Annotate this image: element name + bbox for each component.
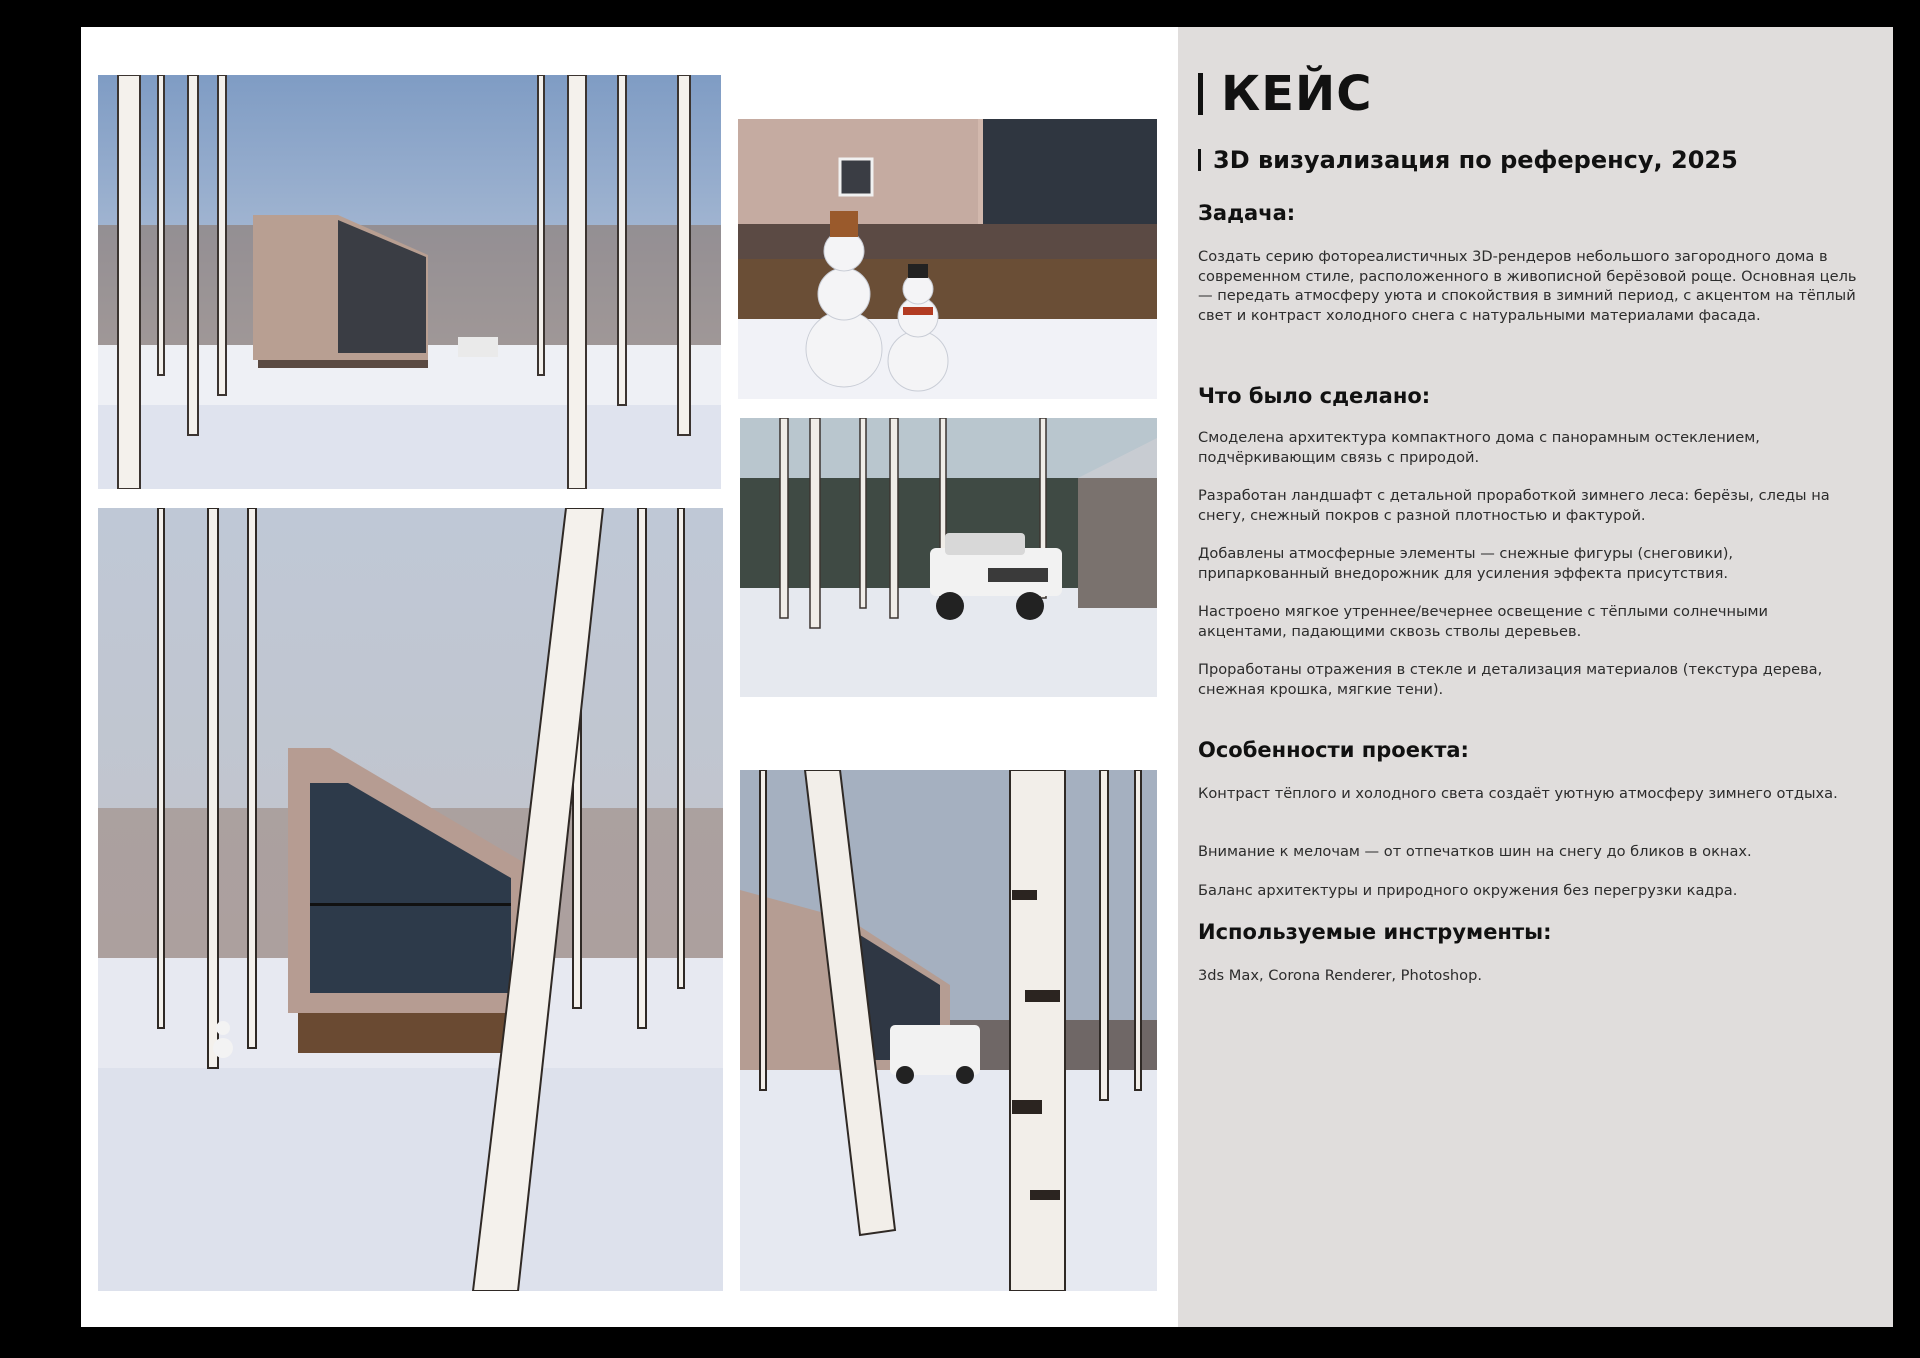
- done-item-3: Добавлены атмосферные элементы — снежные фигуры (снеговики), припаркованный внедорожник для усиления эффекта присутствия.: [1198, 545, 1734, 582]
- page-title: [1198, 66, 1372, 122]
- subtitle-bar: [1198, 149, 1201, 171]
- task-heading: Задача:: [1198, 201, 1296, 225]
- render-house-wide: [98, 75, 721, 489]
- feature-item-1: Контраст тёплого и холодного света создаёт уютную атмосферу зимнего отдыха.: [1198, 785, 1838, 802]
- task-text: Создать серию фотореалистичных 3D-рендеров небольшого загородного дома в современном стиле, расположенного в живописной берёзовой роще. Основная цель — передать атмосферу уюта и спокойствия в зимний период, с акцентом на тёплый свет и контраст холодного снега с натуральными материалами фасада.: [1198, 248, 1857, 324]
- render-birches: [740, 770, 1157, 1291]
- subtitle-text: 3D визуализация по референсу, 2025: [1213, 146, 1738, 174]
- done-item-1: Смоделена архитектура компактного дома с панорамным остеклением, подчёркивающим связь с природой.: [1198, 429, 1760, 466]
- done-item-5: Проработаны отражения в стекле и детализация материалов (текстура дерева, снежная крошка, мягкие тени).: [1198, 661, 1823, 698]
- render-truck: [740, 418, 1157, 697]
- render-snowmen: [738, 119, 1157, 399]
- tools-heading: Используемые инструменты:: [1198, 920, 1552, 944]
- features-heading: Особенности проекта:: [1198, 738, 1469, 762]
- page-subtitle: [1198, 146, 1738, 174]
- done-heading: Что было сделано:: [1198, 384, 1431, 408]
- done-item-2: Разработан ландшафт с детальной проработкой зимнего леса: берёзы, следы на снегу, снежный покров с разной плотностью и фактурой.: [1198, 487, 1830, 524]
- feature-item-2: Внимание к мелочам — от отпечатков шин на снегу до бликов в окнах.: [1198, 843, 1752, 860]
- title-text: КЕЙС: [1221, 66, 1373, 122]
- done-item-4: Настроено мягкое утреннее/вечернее освещение с тёплыми солнечными акцентами, падающими сквозь стволы деревьев.: [1198, 603, 1769, 640]
- title-bar: [1198, 73, 1203, 115]
- tools-text: 3ds Max, Corona Renderer, Photoshop.: [1198, 967, 1483, 984]
- render-house-main: [98, 508, 723, 1291]
- feature-item-3: Баланс архитектуры и природного окружения без перегрузки кадра.: [1198, 882, 1738, 899]
